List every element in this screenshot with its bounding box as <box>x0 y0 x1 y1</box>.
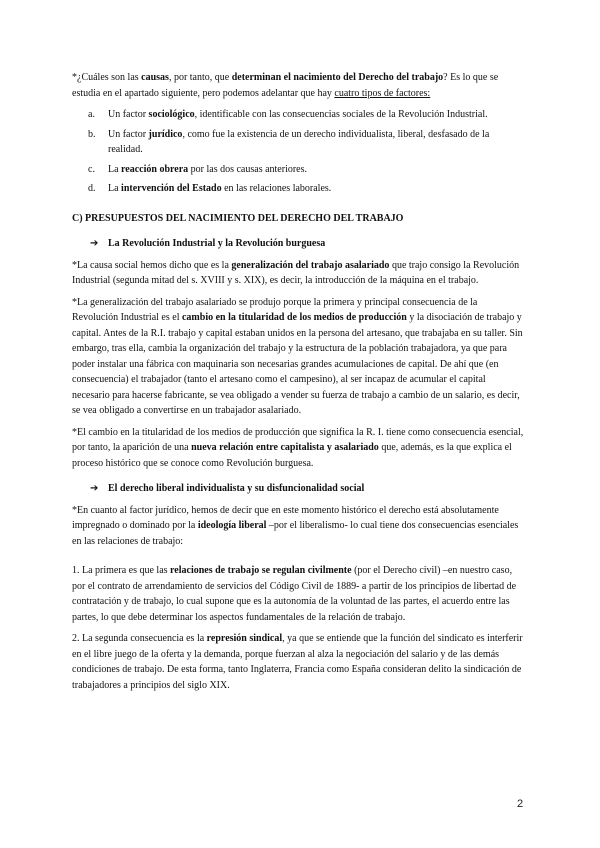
list-marker: d. <box>88 183 96 194</box>
list-marker: a. <box>88 109 95 120</box>
text-run: (por el Derecho civil) –en nuestro caso, por el contrato de arrendamiento de servicios del Código Civil de 1889- a partir de los principios de libertad de contratación y de trabajo, lo cual supone que es la autonomía de la voluntad de las partes, el acuerdo entre las partes, lo que debe determinar los aspectos fundamentales de la relación de trabajo. <box>72 565 517 623</box>
subsection-heading <box>72 236 524 252</box>
text-run: Un factor <box>108 128 149 140</box>
body-paragraph <box>72 425 524 472</box>
bold-term: relaciones de trabajo se regulan civilmente <box>170 565 352 576</box>
bold-term: jurídico <box>148 128 183 140</box>
text-run: que, además, es la que explica el proceso histórico que se conoce como Revolución burguesa. <box>72 442 512 469</box>
text-run: Un factor <box>108 109 149 120</box>
text-run: La <box>108 183 122 194</box>
bold-term: reacción obrera <box>121 163 189 175</box>
subsection-heading <box>72 481 524 497</box>
page-number: 2 <box>517 798 524 810</box>
list-item <box>72 127 524 158</box>
page-content <box>72 70 524 699</box>
list-item <box>72 162 524 178</box>
list-item <box>72 181 524 197</box>
bold-term: ideología liberal <box>197 520 267 531</box>
bold-term: cambio en la titularidad de los medios de producción <box>181 312 407 323</box>
list-marker: b. <box>88 128 96 140</box>
body-paragraph <box>72 258 524 289</box>
text-run: , ya que se entiende que la función del sindicato es interferir en el libre juego de la oferta y la demanda, porque fuerzan al alza la negociación del salario y de las demás condiciones de trabajo. De esta forma, tanto Inglaterra, Francia como España consideran delito la sindicación de trabajadores a principios del siglo XIX. <box>72 633 523 691</box>
underlined-term: cuatro tipos de factores: <box>334 87 431 99</box>
text-run: que trajo consigo la Revolución Industrial (segunda mitad del s. XVIII y s. XIX), es decir, la introducción de la máquina en el trabajo. <box>72 259 520 286</box>
text-run: , como fue la existencia de un derecho individualista, liberal, desfasado de la realidad. <box>108 128 490 155</box>
factors-list <box>72 107 524 197</box>
text-run: , por tanto, que <box>168 72 232 83</box>
section-heading: C) PRESUPUESTOS DEL NACIMIENTO DEL DERECHO DEL TRABAJO <box>72 212 404 224</box>
bold-term: generalización del trabajo asalariado <box>231 259 390 271</box>
body-paragraph <box>72 631 524 693</box>
bold-term: sociológico <box>148 109 195 120</box>
bold-term: determinan el nacimiento del Derecho del trabajo <box>231 72 444 83</box>
text-run: *La causa social hemos dicho que es la <box>72 259 232 271</box>
arrow-right-icon: ➔ <box>90 483 99 494</box>
arrow-right-icon: ➔ <box>90 238 99 249</box>
text-run: , identificable con las consecuencias sociales de la Revolución Industrial. <box>194 109 488 120</box>
bold-term: causas <box>141 72 169 83</box>
bold-term: intervención del Estado <box>121 183 222 194</box>
body-paragraph <box>72 563 524 625</box>
intro-paragraph <box>72 70 524 101</box>
text-run: en las relaciones laborales. <box>221 183 332 194</box>
spacer <box>72 555 524 563</box>
text-run: La <box>108 163 122 175</box>
bold-term: represión sindical <box>206 633 283 644</box>
text-run: y la disociación de trabajo y capital. Antes de la R.I. trabajo y capital estaban unidos en la persona del artesano, que trabajaba en su taller. Sin embargo, tras ella, cambia la organización del trabajo y la estructura de la población trabajadora, ya que para poder instalar una fábrica con maquinaria son necesarias grandes acumulaciones de capital. De ahí que (en consecuencia) el trabajador (tanto el artesano como el campesino), al ser incapaz de acumular el capital necesario para hacerse fabricante, se vea obligado a vender su fuerza de trabajo a cambio de un salario, es decir, se vea obligado a convertirse en un trabajador asalariado. <box>72 312 523 416</box>
text-run: *¿Cuáles son las <box>72 72 142 83</box>
bold-term: nueva relación entre capitalista y asalariado <box>191 442 379 453</box>
subsection-title: El derecho liberal individualista y su disfuncionalidad social <box>108 483 365 494</box>
text-run: *En cuanto al factor jurídico, hemos de decir que en este momento histórico el derecho está absolutamente impregnado o dominado por la <box>72 504 499 531</box>
text-run: *El cambio en la titularidad de los medios de producción que significa la R. I. tiene como consecuencia esencial, por tanto, la aparición de una <box>72 426 524 453</box>
body-paragraph <box>72 295 524 419</box>
body-paragraph <box>72 503 524 550</box>
text-run: por las dos causas anteriores. <box>188 163 308 175</box>
text-run: ? Es lo que se estudia en el apartado siguiente, pero podemos adelantar que hay <box>72 72 499 99</box>
list-item <box>72 107 524 123</box>
text-run: –por el liberalismo- lo cual tiene dos consecuencias esenciales en las relaciones de trabajo: <box>72 520 519 547</box>
text-run: 1. La primera es que las <box>72 565 171 576</box>
list-marker: c. <box>88 163 95 175</box>
subsection-title: La Revolución Industrial y la Revolución burguesa <box>108 238 326 249</box>
text-run: *La generalización del trabajo asalariado se produjo porque la primera y principal consecuencia de la Revolución Industrial es el <box>72 296 478 323</box>
text-run: 2. La segunda consecuencia es la <box>72 633 207 644</box>
